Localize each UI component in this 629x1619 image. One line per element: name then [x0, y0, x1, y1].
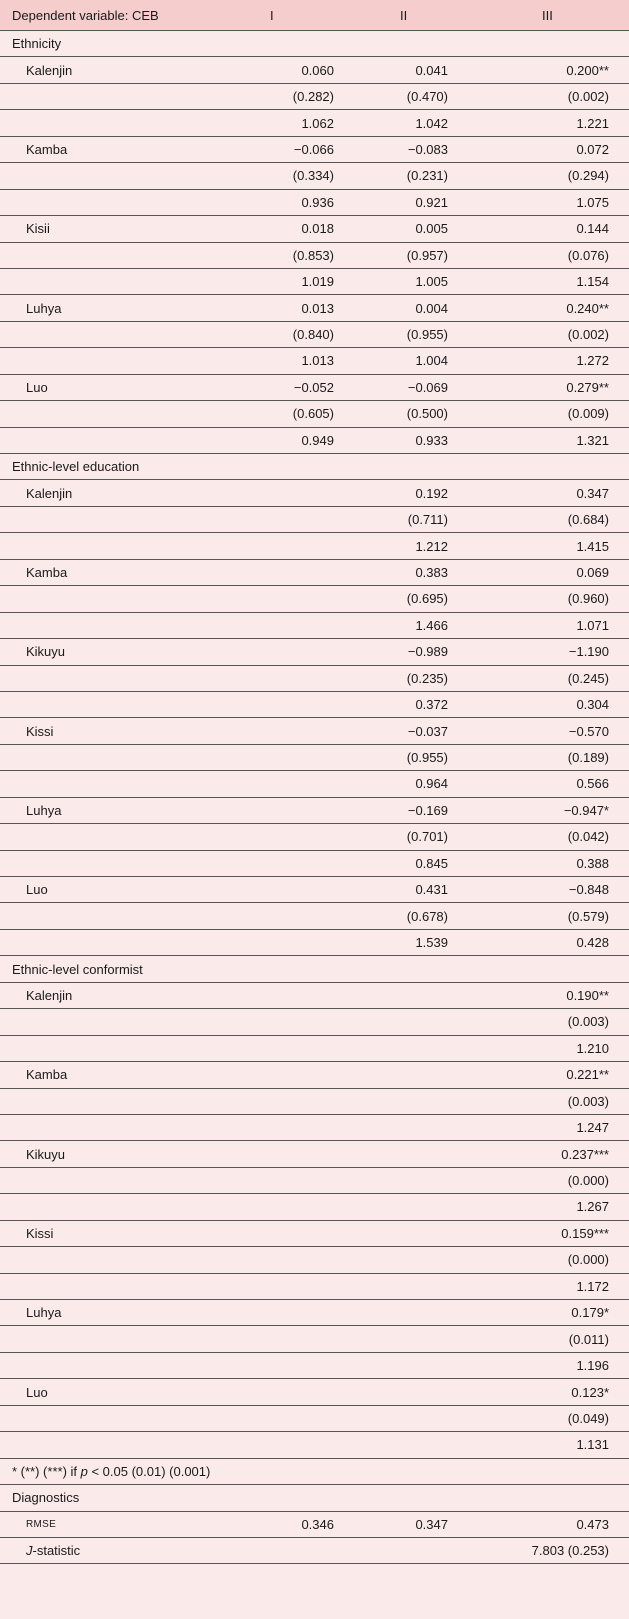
row-label: Kamba	[0, 1062, 230, 1088]
cell-col-1	[230, 612, 360, 638]
row-label-empty	[0, 427, 230, 453]
cell-col-1	[230, 1432, 360, 1458]
cell-col-3: (0.684)	[500, 506, 629, 532]
table-row	[0, 1194, 629, 1220]
rmse-row	[0, 1511, 629, 1537]
table-row	[0, 586, 629, 612]
row-label-empty	[0, 612, 230, 638]
section-title: Ethnicity	[0, 31, 629, 57]
table-row	[0, 1035, 629, 1061]
cell-col-2: 1.004	[360, 348, 500, 374]
cell-col-1	[230, 480, 360, 506]
cell-col-2: 0.041	[360, 57, 500, 83]
cell-col-1	[230, 929, 360, 955]
row-label: Kalenjin	[0, 982, 230, 1008]
header-dependent-variable: Dependent variable: CEB	[0, 0, 230, 31]
row-label-empty	[0, 1247, 230, 1273]
table-row	[0, 929, 629, 955]
cell-col-3: −0.848	[500, 877, 629, 903]
cell-col-2	[360, 1247, 500, 1273]
cell-col-1	[230, 1062, 360, 1088]
cell-col-3: 0.388	[500, 850, 629, 876]
footnote-suffix: < 0.05 (0.01) (0.001)	[87, 1463, 211, 1479]
cell-col-3: 0.123*	[500, 1379, 629, 1405]
table-row	[0, 189, 629, 215]
row-label: Kalenjin	[0, 480, 230, 506]
cell-col-2	[360, 1114, 500, 1140]
header-col-3: III	[500, 0, 629, 31]
cell-col-2: 1.466	[360, 612, 500, 638]
row-label-empty	[0, 1273, 230, 1299]
table-row	[0, 1405, 629, 1431]
table-row	[0, 559, 629, 585]
table-row	[0, 216, 629, 242]
row-label: Luo	[0, 877, 230, 903]
cell-col-1: (0.840)	[230, 321, 360, 347]
cell-col-1	[230, 982, 360, 1008]
cell-col-1	[230, 691, 360, 717]
cell-col-3: (0.000)	[500, 1167, 629, 1193]
cell-col-1	[230, 1114, 360, 1140]
section-title: Ethnic-level conformist	[0, 956, 629, 982]
cell-col-3: 0.428	[500, 929, 629, 955]
cell-col-1	[230, 877, 360, 903]
table-row	[0, 110, 629, 136]
j-col-2	[360, 1537, 500, 1563]
cell-col-1	[230, 850, 360, 876]
cell-col-3: (0.189)	[500, 744, 629, 770]
cell-col-1: (0.282)	[230, 83, 360, 109]
cell-col-3: 1.210	[500, 1035, 629, 1061]
table-row	[0, 797, 629, 823]
table-row	[0, 1432, 629, 1458]
cell-col-2: 0.192	[360, 480, 500, 506]
cell-col-2	[360, 1326, 500, 1352]
table-row	[0, 824, 629, 850]
cell-col-1	[230, 744, 360, 770]
cell-col-1	[230, 824, 360, 850]
cell-col-3: 1.172	[500, 1273, 629, 1299]
cell-col-3: 0.144	[500, 216, 629, 242]
cell-col-2: 1.539	[360, 929, 500, 955]
cell-col-3: 1.131	[500, 1432, 629, 1458]
row-label-empty	[0, 1352, 230, 1378]
table-body	[0, 31, 629, 1459]
cell-col-1: 1.013	[230, 348, 360, 374]
table-row	[0, 665, 629, 691]
row-label-empty	[0, 1114, 230, 1140]
table-row	[0, 295, 629, 321]
row-label-empty	[0, 586, 230, 612]
row-label-empty	[0, 110, 230, 136]
row-label: Luhya	[0, 295, 230, 321]
cell-col-3: 1.267	[500, 1194, 629, 1220]
row-label-empty	[0, 771, 230, 797]
row-label: Kissi	[0, 718, 230, 744]
table-row	[0, 1167, 629, 1193]
cell-col-3: 0.237***	[500, 1141, 629, 1167]
cell-col-2: 1.212	[360, 533, 500, 559]
row-label-empty	[0, 691, 230, 717]
cell-col-2: 0.004	[360, 295, 500, 321]
cell-col-1: (0.605)	[230, 401, 360, 427]
j-label-italic: J	[26, 1543, 33, 1559]
cell-col-3: 0.221**	[500, 1062, 629, 1088]
table-row	[0, 850, 629, 876]
diagnostics-row	[0, 1485, 629, 1511]
table-row	[0, 506, 629, 532]
table-row	[0, 718, 629, 744]
table-row	[0, 903, 629, 929]
cell-col-1	[230, 1273, 360, 1299]
row-label-empty	[0, 1009, 230, 1035]
cell-col-2: 0.383	[360, 559, 500, 585]
table-row	[0, 321, 629, 347]
section-row	[0, 956, 629, 982]
cell-col-1	[230, 1167, 360, 1193]
table-row	[0, 136, 629, 162]
cell-col-1	[230, 1326, 360, 1352]
row-label: Luhya	[0, 797, 230, 823]
cell-col-2: 1.042	[360, 110, 500, 136]
cell-col-2: −0.989	[360, 639, 500, 665]
table-row	[0, 744, 629, 770]
cell-col-2: (0.235)	[360, 665, 500, 691]
row-label: Luo	[0, 374, 230, 400]
footnote-prefix: * (**) (***) if	[12, 1463, 81, 1479]
cell-col-1: −0.066	[230, 136, 360, 162]
cell-col-1	[230, 533, 360, 559]
cell-col-1	[230, 559, 360, 585]
cell-col-3: 0.240**	[500, 295, 629, 321]
cell-col-2: 0.372	[360, 691, 500, 717]
cell-col-3: −1.190	[500, 639, 629, 665]
row-label-empty	[0, 665, 230, 691]
cell-col-1	[230, 1009, 360, 1035]
table-row	[0, 1379, 629, 1405]
cell-col-3: (0.002)	[500, 321, 629, 347]
cell-col-1: 0.060	[230, 57, 360, 83]
row-label-empty	[0, 268, 230, 294]
j-statistic-row	[0, 1537, 629, 1563]
row-label-empty	[0, 1405, 230, 1431]
cell-col-1	[230, 1141, 360, 1167]
section-title: Ethnic-level education	[0, 454, 629, 480]
table-row	[0, 163, 629, 189]
cell-col-2	[360, 1062, 500, 1088]
rmse-col-2: 0.347	[360, 1511, 500, 1537]
cell-col-2: 0.921	[360, 189, 500, 215]
cell-col-1	[230, 1352, 360, 1378]
cell-col-3: (0.049)	[500, 1405, 629, 1431]
cell-col-1: (0.334)	[230, 163, 360, 189]
row-label-empty	[0, 189, 230, 215]
cell-col-3: 1.154	[500, 268, 629, 294]
cell-col-2	[360, 982, 500, 1008]
cell-col-2: 0.431	[360, 877, 500, 903]
footnote-p: p	[80, 1463, 88, 1479]
cell-col-3: 0.069	[500, 559, 629, 585]
significance-footnote	[0, 1458, 629, 1484]
table-row	[0, 1062, 629, 1088]
cell-col-2	[360, 1035, 500, 1061]
table-row	[0, 268, 629, 294]
cell-col-2: 0.005	[360, 216, 500, 242]
cell-col-1: (0.853)	[230, 242, 360, 268]
table-row	[0, 1247, 629, 1273]
rmse-col-3: 0.473	[500, 1511, 629, 1537]
cell-col-3: 0.347	[500, 480, 629, 506]
cell-col-3: −0.570	[500, 718, 629, 744]
cell-col-1	[230, 506, 360, 532]
row-label-empty	[0, 348, 230, 374]
row-label-empty	[0, 242, 230, 268]
cell-col-2: (0.957)	[360, 242, 500, 268]
cell-col-1	[230, 797, 360, 823]
table-row	[0, 374, 629, 400]
row-label: Kalenjin	[0, 57, 230, 83]
table-row	[0, 401, 629, 427]
cell-col-3: (0.245)	[500, 665, 629, 691]
cell-col-2	[360, 1405, 500, 1431]
table-row	[0, 533, 629, 559]
row-label: Kikuyu	[0, 639, 230, 665]
cell-col-3: 0.179*	[500, 1300, 629, 1326]
cell-col-1: 0.013	[230, 295, 360, 321]
diagnostics-title: Diagnostics	[0, 1485, 629, 1511]
cell-col-2: (0.500)	[360, 401, 500, 427]
row-label-empty	[0, 321, 230, 347]
cell-col-3: 1.071	[500, 612, 629, 638]
cell-col-2	[360, 1379, 500, 1405]
table-row	[0, 612, 629, 638]
table-row	[0, 1273, 629, 1299]
cell-col-2: (0.695)	[360, 586, 500, 612]
cell-col-2: 0.845	[360, 850, 500, 876]
row-label-empty	[0, 83, 230, 109]
cell-col-2: −0.037	[360, 718, 500, 744]
cell-col-3: 1.415	[500, 533, 629, 559]
j-col-3: 7.803 (0.253)	[500, 1537, 629, 1563]
table-row	[0, 877, 629, 903]
rmse-col-1: 0.346	[230, 1511, 360, 1537]
cell-col-3: 1.272	[500, 348, 629, 374]
row-label: Kamba	[0, 559, 230, 585]
row-label-empty	[0, 744, 230, 770]
table-row	[0, 639, 629, 665]
cell-col-2	[360, 1432, 500, 1458]
cell-col-1	[230, 771, 360, 797]
cell-col-3: (0.002)	[500, 83, 629, 109]
cell-col-2: (0.711)	[360, 506, 500, 532]
table-row	[0, 982, 629, 1008]
j-label-rest: -statistic	[32, 1543, 81, 1559]
cell-col-2	[360, 1300, 500, 1326]
table-row	[0, 1088, 629, 1114]
table-row	[0, 83, 629, 109]
cell-col-3: (0.000)	[500, 1247, 629, 1273]
cell-col-2: −0.169	[360, 797, 500, 823]
cell-col-2	[360, 1194, 500, 1220]
cell-col-3: (0.003)	[500, 1009, 629, 1035]
cell-col-3: 0.072	[500, 136, 629, 162]
cell-col-1	[230, 1379, 360, 1405]
table-row	[0, 1009, 629, 1035]
cell-col-3: (0.579)	[500, 903, 629, 929]
cell-col-3: 0.279**	[500, 374, 629, 400]
table-row	[0, 1352, 629, 1378]
cell-col-3: −0.947*	[500, 797, 629, 823]
row-label-empty	[0, 1088, 230, 1114]
cell-col-2	[360, 1273, 500, 1299]
table-row	[0, 771, 629, 797]
cell-col-1: −0.052	[230, 374, 360, 400]
row-label: Kissi	[0, 1220, 230, 1246]
table-row	[0, 57, 629, 83]
cell-col-3: (0.042)	[500, 824, 629, 850]
cell-col-3: 1.247	[500, 1114, 629, 1140]
cell-col-2: −0.083	[360, 136, 500, 162]
cell-col-1: 1.062	[230, 110, 360, 136]
table-row	[0, 691, 629, 717]
cell-col-3: (0.294)	[500, 163, 629, 189]
cell-col-2: 0.933	[360, 427, 500, 453]
row-label-empty	[0, 506, 230, 532]
cell-col-2	[360, 1088, 500, 1114]
cell-col-1	[230, 1194, 360, 1220]
cell-col-3: (0.076)	[500, 242, 629, 268]
cell-col-2	[360, 1167, 500, 1193]
cell-col-1	[230, 639, 360, 665]
cell-col-1	[230, 718, 360, 744]
cell-col-1	[230, 903, 360, 929]
cell-col-2: (0.955)	[360, 744, 500, 770]
cell-col-2: 1.005	[360, 268, 500, 294]
row-label-empty	[0, 929, 230, 955]
row-label: Kamba	[0, 136, 230, 162]
row-label: Luo	[0, 1379, 230, 1405]
cell-col-2: (0.701)	[360, 824, 500, 850]
cell-col-3: (0.003)	[500, 1088, 629, 1114]
cell-col-1	[230, 586, 360, 612]
j-col-1	[230, 1537, 360, 1563]
cell-col-2	[360, 1009, 500, 1035]
cell-col-2	[360, 1220, 500, 1246]
cell-col-3: (0.960)	[500, 586, 629, 612]
row-label-empty	[0, 824, 230, 850]
cell-col-2: −0.069	[360, 374, 500, 400]
row-label-empty	[0, 903, 230, 929]
row-label-empty	[0, 850, 230, 876]
cell-col-3: (0.009)	[500, 401, 629, 427]
row-label-empty	[0, 163, 230, 189]
table-row	[0, 427, 629, 453]
cell-col-1: 0.949	[230, 427, 360, 453]
table-row	[0, 480, 629, 506]
cell-col-3: 1.321	[500, 427, 629, 453]
row-label-empty	[0, 1432, 230, 1458]
cell-col-2: (0.955)	[360, 321, 500, 347]
cell-col-3: (0.011)	[500, 1326, 629, 1352]
table-row	[0, 1220, 629, 1246]
cell-col-3: 0.566	[500, 771, 629, 797]
footnote-row	[0, 1458, 629, 1484]
table-row	[0, 1141, 629, 1167]
table-header-row	[0, 0, 629, 31]
cell-col-1	[230, 1300, 360, 1326]
row-label-empty	[0, 1194, 230, 1220]
section-row	[0, 31, 629, 57]
cell-col-2: (0.231)	[360, 163, 500, 189]
rmse-label: RMSE	[0, 1511, 230, 1537]
table-row	[0, 1300, 629, 1326]
table-footer	[0, 1458, 629, 1564]
row-label: Luhya	[0, 1300, 230, 1326]
cell-col-2	[360, 1141, 500, 1167]
row-label: Kisii	[0, 216, 230, 242]
table-row	[0, 348, 629, 374]
cell-col-3: 1.196	[500, 1352, 629, 1378]
row-label-empty	[0, 533, 230, 559]
cell-col-3: 0.304	[500, 691, 629, 717]
cell-col-1	[230, 1035, 360, 1061]
cell-col-1: 1.019	[230, 268, 360, 294]
cell-col-3: 1.075	[500, 189, 629, 215]
row-label-empty	[0, 401, 230, 427]
row-label: Kikuyu	[0, 1141, 230, 1167]
header-col-2: II	[360, 0, 500, 31]
j-statistic-label	[0, 1537, 230, 1563]
cell-col-3: 1.221	[500, 110, 629, 136]
section-row	[0, 454, 629, 480]
cell-col-1	[230, 1220, 360, 1246]
table-row	[0, 1326, 629, 1352]
table-row	[0, 242, 629, 268]
table-row	[0, 1114, 629, 1140]
cell-col-2: (0.470)	[360, 83, 500, 109]
cell-col-3: 0.190**	[500, 982, 629, 1008]
row-label-empty	[0, 1326, 230, 1352]
cell-col-3: 0.159***	[500, 1220, 629, 1246]
cell-col-1: 0.018	[230, 216, 360, 242]
cell-col-2: 0.964	[360, 771, 500, 797]
cell-col-1	[230, 1405, 360, 1431]
row-label-empty	[0, 1035, 230, 1061]
cell-col-1: 0.936	[230, 189, 360, 215]
cell-col-2: (0.678)	[360, 903, 500, 929]
row-label-empty	[0, 1167, 230, 1193]
cell-col-3: 0.200**	[500, 57, 629, 83]
cell-col-2	[360, 1352, 500, 1378]
cell-col-1	[230, 1088, 360, 1114]
header-col-1: I	[230, 0, 360, 31]
cell-col-1	[230, 665, 360, 691]
cell-col-1	[230, 1247, 360, 1273]
